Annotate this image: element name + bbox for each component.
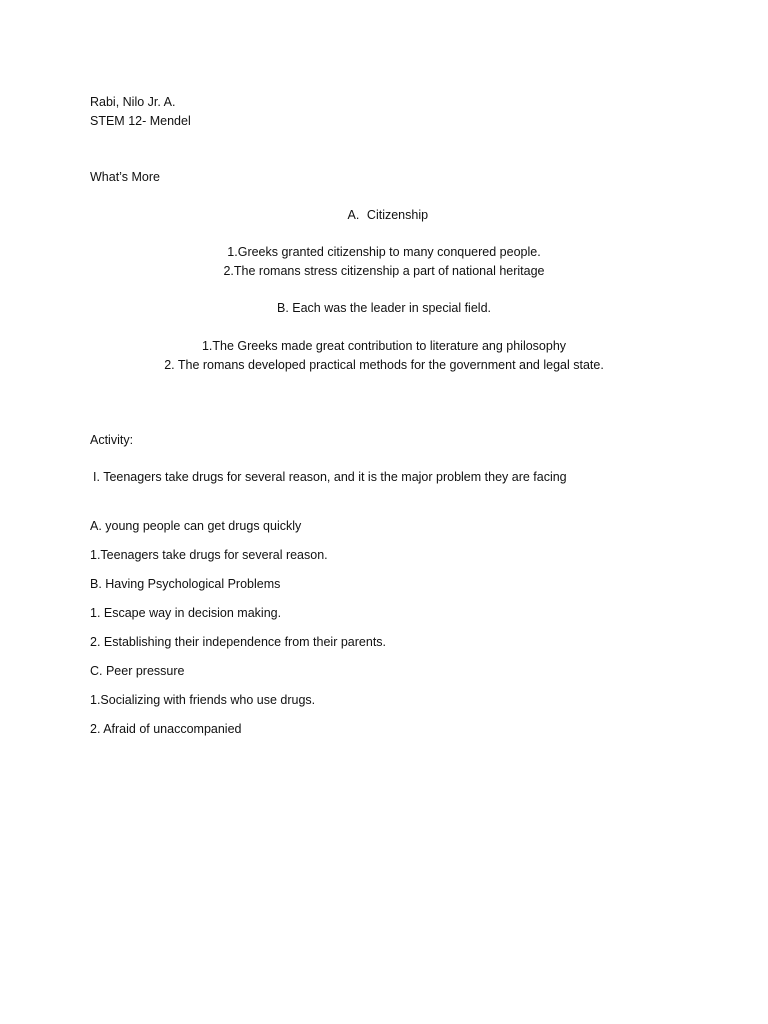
part-a-item-1: 1.Greeks granted citizenship to many conquered people. [227, 245, 541, 259]
activity-line: A. young people can get drugs quickly [90, 519, 302, 533]
part-a-marker: A. [347, 208, 360, 222]
part-a-item-2: 2.The romans stress citizenship a part of national heritage [223, 264, 545, 278]
activity-line: 2. Establishing their independence from their parents. [90, 635, 387, 649]
activity-line: B. Having Psychological Problems [90, 577, 281, 591]
class-section: STEM 12- Mendel [90, 114, 191, 128]
part-a-title: Citizenship [366, 208, 429, 222]
author-name: Rabi, Nilo Jr. A. [90, 95, 176, 109]
activity-line: 1.Teenagers take drugs for several reason. [90, 548, 328, 562]
activity-statement: I. Teenagers take drugs for several reason, and it is the major problem they are facing [93, 470, 567, 484]
part-b-item-2: 2. The romans developed practical methods for the government and legal state. [164, 358, 604, 372]
part-b-heading: B. Each was the leader in special field. [276, 301, 491, 315]
part-b-item-1: 1.The Greeks made great contribution to literature ang philosophy [201, 339, 567, 353]
activity-line: 1. Escape way in decision making. [90, 606, 282, 620]
activity-line: 1.Socializing with friends who use drugs. [90, 693, 316, 707]
whats-more-heading: What’s More [90, 170, 160, 184]
activity-line: C. Peer pressure [90, 664, 185, 678]
part-a-heading [0, 207, 768, 223]
activity-heading: Activity: [90, 433, 134, 447]
activity-line: 2. Afraid of unaccompanied [90, 722, 242, 736]
